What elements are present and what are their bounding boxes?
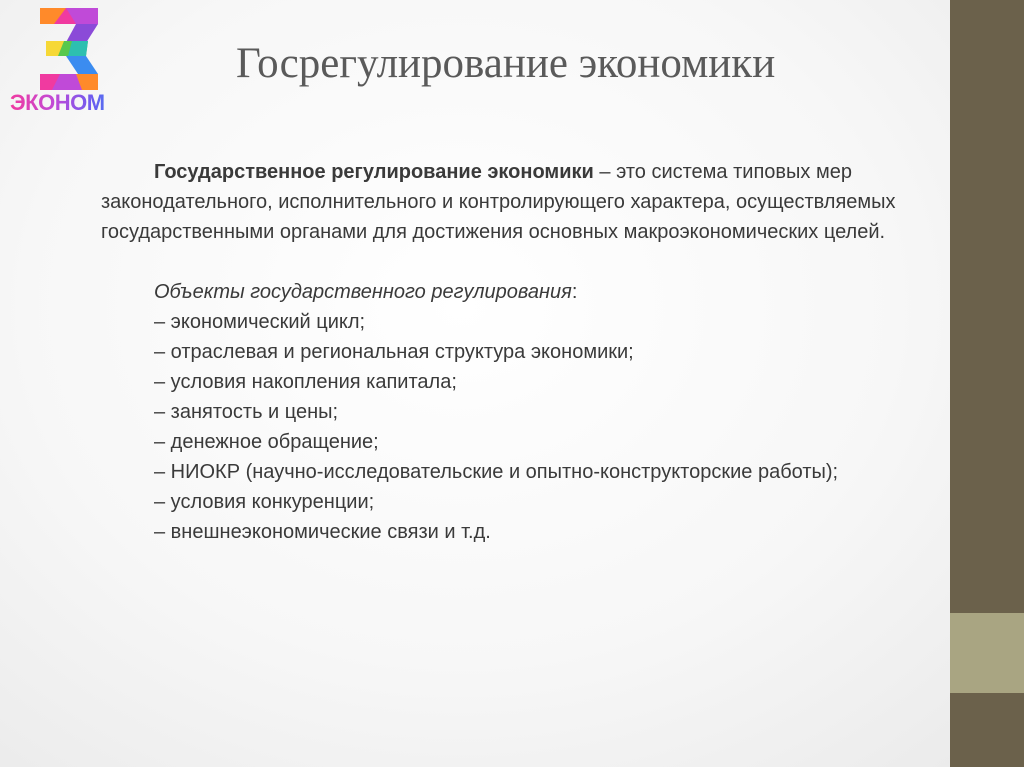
list-item: – условия конкуренции; [154,491,375,513]
page-title: Госрегулирование экономики [236,40,776,87]
logo-e-icon [36,8,98,90]
objects-list [101,277,931,547]
list-item: – занятость и цены; [154,401,339,423]
list-item: – экономический цикл; [154,311,366,333]
list-item: – отраслевая и региональная структура экономики; [154,341,634,363]
brand-logo [10,8,122,120]
definition-text: – это система типовых мер законодательного, исполнительного и контролирующего характера, осуществляемых государственными органами для достижения основных макроэкономических целей. [101,161,896,243]
list-item: – внешнеэкономические связи и т.д. [154,521,491,543]
list-item: – условия накопления капитала; [154,371,457,393]
definition-paragraph [101,157,931,247]
sidebar-accent-block [950,613,1024,693]
objects-heading-suffix: : [571,281,578,303]
objects-heading [101,277,931,307]
decorative-sidebar [950,0,1024,767]
slide-body [101,157,931,547]
list-item: – денежное обращение; [154,431,379,453]
logo-wordmark: ЭКОНОМ [10,90,122,116]
objects-heading-text: Объекты государственного регулирования [154,281,572,303]
definition-term: Государственное регулирование экономики [154,161,594,183]
list-item: – НИОКР (научно-исследовательские и опытно-конструкторские работы); [154,461,839,483]
